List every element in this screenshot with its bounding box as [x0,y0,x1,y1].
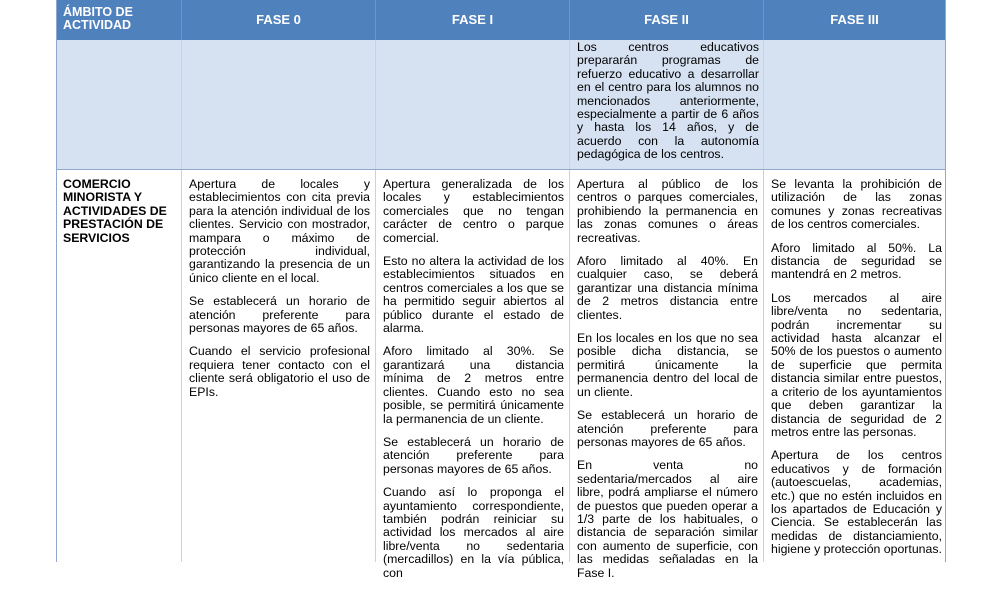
paragraph: Aforo limitado al 30%. Se garantizará una distancia mínima de 2 metros entre clientes. Cuando esto no sea posible, se permitirá únicamente la permanencia de un cliente. [383,344,564,426]
paragraph: Los mercados al aire libre/venta no sedentaria, podrán incrementar su actividad hasta alcanzar el 50% de los puestos o aumento de superficie que permita distancia similar entre puestos, a criterio de los ayuntamientos que deben garantizar la distancia de seguridad de 2 metros entre las personas. [771,290,942,439]
paragraph: Apertura de los centros educativos y de formación (autoescuelas, academias, etc.) que no estén incluidos en los apartados de Educación y Ciencia. Se establecerán las medidas de distanciamiento, higiene y protección oportunas. [771,448,942,557]
paragraph: Cuando el servicio profesional requiera tener contacto con el cliente será obligatorio el uso de EPIs. [189,344,370,399]
paragraph: Se establecerá un horario de atención preferente para personas mayores de 65 años. [577,408,758,449]
measures-table [56,0,946,580]
ambito-comercio: COMERCIO MINORISTA Y ACTIVIDADES DE PRESTACIÓN DE SERVICIOS [63,177,167,245]
column-divider [375,170,376,562]
comercio-fase-0 [189,170,370,409]
paragraph: Aforo limitado al 50%. La distancia de seguridad se mantendrá en 2 metros. [771,240,942,282]
paragraph: Esto no altera la actividad de los establecimientos situados en centros comerciales a los que se ha permitido seguir abiertos al público durante el estado de alarma. [383,254,564,336]
column-divider [181,170,182,562]
comercio-fase-3 [771,170,942,567]
column-divider [569,170,570,562]
paragraph: Apertura de locales y establecimientos con cita previa para la atención individual de los clientes. Servicio con mostrador, mampara o máximo de protección individual, garantizando la presencia de un único cliente en el local. [189,177,370,285]
paragraph: Apertura generalizada de los locales y establecimientos comerciales que no tengan carácter de centro o parque comercial. [383,177,564,245]
header-fase-0: FASE 0 [181,0,375,40]
column-divider [181,40,182,169]
header-fase-3: FASE III [763,0,945,40]
table-row-comercio [57,170,945,580]
table-header [57,0,945,40]
paragraph: Se establecerá un horario de atención preferente para personas mayores de 65 años. [383,434,564,476]
paragraph: Cuando así lo proponga el ayuntamiento correspondiente, también podrán reiniciar su actividad los mercados al aire libre/venta no sedentaria (mercadillos) en la vía pública, con [383,485,564,580]
paragraph: En venta no sedentaria/mercados al aire libre, podrá ampliarse el número de puestos que pueden operar a 1/3 parte de los habituales, o distancia de separación similar con aumento de superficie, con las medidas señaladas en la Fase I. [577,458,758,580]
header-fase-1: FASE I [375,0,569,40]
column-divider [763,40,764,169]
table-row-educacion [57,40,945,170]
comercio-fase-2 [577,170,758,590]
paragraph: Se establecerá un horario de atención preferente para personas mayores de 65 años. [189,294,370,336]
comercio-fase-1 [383,170,564,590]
column-divider [763,170,764,562]
paragraph: Aforo limitado al 40%. En cualquier caso, se deberá garantizar una distancia mínima de 2 metros distancia entre clientes. [577,254,758,322]
paragraph: Apertura al público de los centros o parques comerciales, prohibiendo la permanencia en las zonas comunes o áreas recreativas. [577,177,758,245]
header-fase-2: FASE II [569,0,763,40]
paragraph: En los locales en los que no sea posible dicha distancia, se permitirá únicamente la permanencia dentro del local de un cliente. [577,331,758,399]
educacion-fase-2: Los centros educativos prepararán programas de refuerzo educativo a desarrollar en el centro para los alumnos no mencionados anteriormente, especialmente a partir de 6 años y hasta los 14 años, y de acuerdo con la autonomía pedagógica de los centros. [577,40,759,162]
paragraph: Se levanta la prohibición de utilización de las zonas comunes y zonas recreativas de los centros comerciales. [771,177,942,232]
column-divider [375,40,376,169]
header-ambito: ÁMBITO DE ACTIVIDAD [63,5,133,32]
column-divider [569,40,570,169]
